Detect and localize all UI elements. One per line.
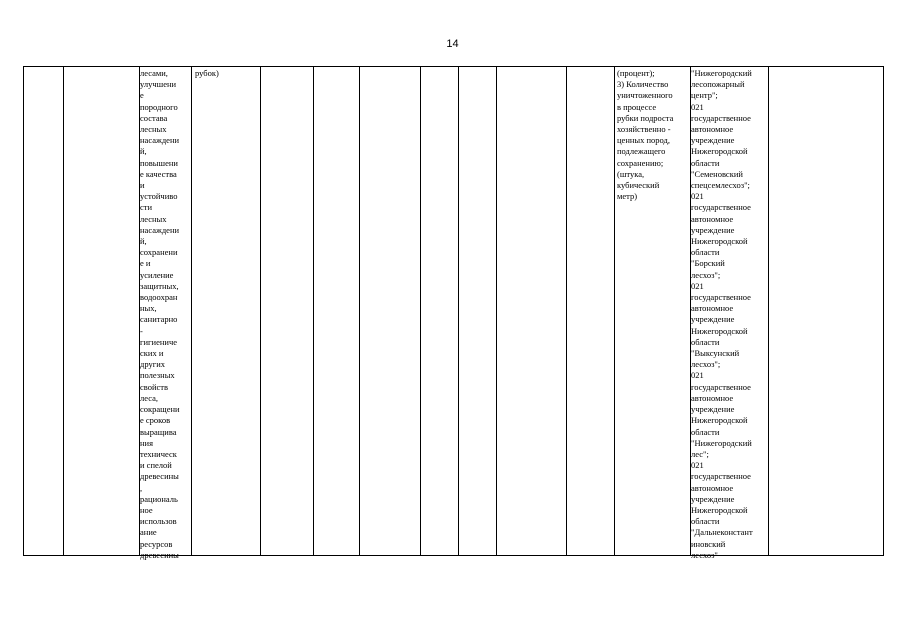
table-column-divider [260, 67, 314, 555]
table-cell-executors: "Нижегородский лесопожарный центр"; 021 государственное автономное учреждение Нижегородской области "Семеновский спецсемлесхоз"; 021 государственное автономное учреждение Нижегородской области "Борский лесхоз"; 021 государственное автономное учреждение Нижегородской области "Выксунский лесхоз"; 021 государственное автономное учреждение Нижегородской области "Нижегородский лес"; 021 государственное автономное учреждение Нижегородской области "Дальнеконстант иновский лесхоз" [691, 68, 753, 560]
table-column-divider [313, 67, 360, 555]
table-column-divider [496, 67, 567, 555]
table-column-divider [420, 67, 459, 555]
table-column-divider [63, 67, 140, 555]
table-column-divider [24, 67, 64, 555]
page-number: 14 [446, 38, 459, 50]
table-column-divider [566, 67, 615, 555]
document-table [23, 66, 884, 560]
table-cell-indicators: (процент); 3) Количество уничтоженного в процессе рубки подроста хозяйственно - ценных пород, подлежащего сохранению; (штука, кубический метр) [617, 68, 674, 202]
table-cell-goal-description: лесами, улучшени е породного состава лесных насаждени й, повышени е качества и устойчиво сти лесных насаждени й, сохранени е и усиление защитных, водоохран ных, санитарно - гигиениче ских и других полезных свойств леса, сокращени е сроков выращива ния техническ и спелой древесины , рациональ ное использов ание ресурсов древесины [140, 68, 180, 560]
table-column-divider [191, 67, 261, 555]
table-column-divider [458, 67, 497, 555]
table-column-divider [359, 67, 421, 555]
table-cell-measure-note: рубок) [195, 68, 219, 78]
